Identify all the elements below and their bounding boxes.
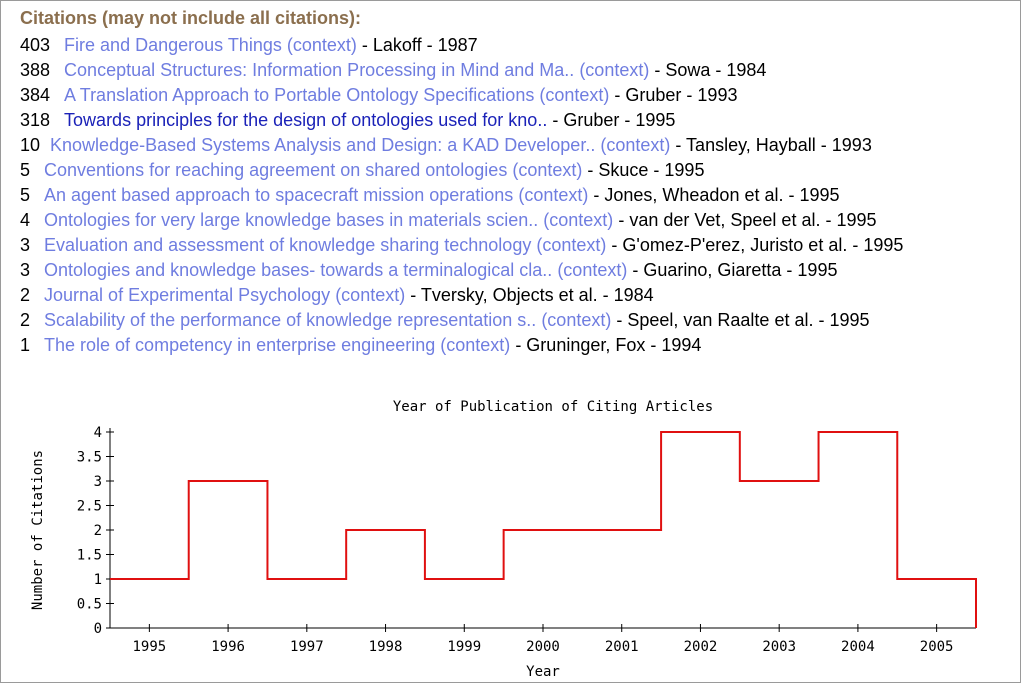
citation-authors-year: - Guarino, Giaretta - 1995 [632, 260, 838, 280]
citation-row [20, 258, 903, 283]
citation-count: 4 [20, 210, 31, 230]
context-link[interactable]: (context) [512, 160, 583, 180]
context-link[interactable]: (context) [539, 85, 610, 105]
citation-authors-year: - Gruber - 1993 [614, 85, 738, 105]
citation-title-link[interactable]: The role of competency in enterprise engineering [44, 335, 436, 355]
citation-count: 2 [20, 285, 31, 305]
citation-count: 3 [20, 260, 31, 280]
citation-row [20, 208, 903, 233]
citation-title-link[interactable]: A Translation Approach to Portable Ontology Specifications [64, 85, 535, 105]
y-tick-label: 3.5 [76, 449, 102, 466]
citation-title-link[interactable]: Fire and Dangerous Things [64, 35, 282, 55]
citation-count: 2 [20, 310, 31, 330]
x-tick-label: 2001 [604, 639, 639, 655]
citation-authors-year: - Tansley, Hayball - 1993 [675, 135, 872, 155]
x-tick-label: 2004 [841, 639, 875, 655]
citation-row [20, 108, 903, 133]
context-link[interactable]: (context) [543, 210, 614, 230]
citation-title-link[interactable]: Towards principles for the design of ontologies used for kno.. [64, 110, 548, 130]
context-link[interactable]: (context) [600, 135, 671, 155]
citation-row [20, 283, 903, 308]
citation-authors-year: - Sowa - 1984 [654, 60, 767, 80]
citation-row [20, 308, 903, 333]
y-tick-label: 1.5 [76, 547, 102, 564]
citation-count: 318 [20, 110, 51, 130]
citation-list [20, 33, 903, 358]
context-link[interactable]: (context) [536, 235, 607, 255]
citation-row [20, 158, 903, 183]
citation-title-link[interactable]: An agent based approach to spacecraft mission operations [44, 185, 514, 205]
citation-authors-year: - Gruber - 1995 [552, 110, 676, 130]
x-tick-label: 2003 [762, 639, 797, 655]
citation-title-link[interactable]: Ontologies for very large knowledge bases in materials scien.. [44, 210, 539, 230]
context-link[interactable]: (context) [541, 310, 612, 330]
x-tick-label: 2000 [526, 639, 560, 655]
x-tick-label: 1998 [368, 639, 403, 655]
y-tick-label: 0 [93, 621, 102, 637]
citations-by-year-chart [0, 385, 1023, 685]
citations-heading: Citations (may not include all citations): [20, 8, 362, 28]
x-tick-label: 2002 [683, 639, 718, 655]
y-tick-label: 0.5 [76, 596, 102, 613]
citation-authors-year: - Speel, van Raalte et al. - 1995 [616, 310, 870, 330]
y-tick-label: 2.5 [76, 498, 102, 515]
citation-title-link[interactable]: Evaluation and assessment of knowledge sharing technology [44, 235, 532, 255]
citation-count: 403 [20, 35, 51, 55]
citation-authors-year: - Lakoff - 1987 [361, 35, 478, 55]
x-tick-label: 1999 [447, 639, 482, 655]
citation-row [20, 83, 903, 108]
context-link[interactable]: (context) [335, 285, 406, 305]
citation-title-link[interactable]: Journal of Experimental Psychology [44, 285, 331, 305]
citation-authors-year: - Skuce - 1995 [587, 160, 705, 180]
citation-count: 5 [20, 160, 31, 180]
citation-authors-year: - G'omez-P'erez, Juristo et al. - 1995 [611, 235, 904, 255]
citation-row [20, 233, 903, 258]
chart-title: Year of Publication of Citing Articles [392, 399, 714, 415]
y-tick-label: 2 [93, 523, 102, 539]
citation-title-link[interactable]: Scalability of the performance of knowledge representation s.. [44, 310, 537, 330]
citation-title-link[interactable]: Knowledge-Based Systems Analysis and Design: a KAD Developer.. [50, 135, 596, 155]
y-axis-label: Number of Citations [30, 449, 46, 611]
y-tick-label: 4 [93, 425, 102, 441]
citation-count: 388 [20, 60, 51, 80]
x-tick-label: 1995 [132, 639, 167, 655]
citation-authors-year: - Jones, Wheadon et al. - 1995 [593, 185, 840, 205]
citation-count: 1 [20, 335, 31, 355]
citation-title-link[interactable]: Conventions for reaching agreement on shared ontologies [44, 160, 508, 180]
context-link[interactable]: (context) [286, 35, 357, 55]
citation-row [20, 133, 903, 158]
citation-authors-year: - Gruninger, Fox - 1994 [515, 335, 702, 355]
citation-title-link[interactable]: Ontologies and knowledge bases- towards a terminalogical cla.. [44, 260, 553, 280]
citation-count: 3 [20, 235, 31, 255]
citation-row [20, 58, 903, 83]
context-link[interactable]: (context) [557, 260, 628, 280]
y-tick-label: 1 [93, 572, 102, 588]
citation-row [20, 183, 903, 208]
citation-row [20, 33, 903, 58]
x-tick-label: 1996 [211, 639, 245, 655]
citation-row [20, 333, 903, 358]
citation-authors-year: - van der Vet, Speel et al. - 1995 [618, 210, 877, 230]
x-tick-label: 2005 [919, 639, 954, 655]
citation-count: 384 [20, 85, 51, 105]
x-axis-label: Year [526, 664, 560, 680]
citation-count: 5 [20, 185, 31, 205]
citation-title-link[interactable]: Conceptual Structures: Information Processing in Mind and Ma.. [64, 60, 575, 80]
x-tick-label: 1997 [289, 639, 324, 655]
y-tick-label: 3 [93, 474, 102, 490]
context-link[interactable]: (context) [440, 335, 511, 355]
context-link[interactable]: (context) [579, 60, 650, 80]
citation-authors-year: - Tversky, Objects et al. - 1984 [410, 285, 654, 305]
context-link[interactable]: (context) [518, 185, 589, 205]
citation-count: 10 [20, 135, 41, 155]
